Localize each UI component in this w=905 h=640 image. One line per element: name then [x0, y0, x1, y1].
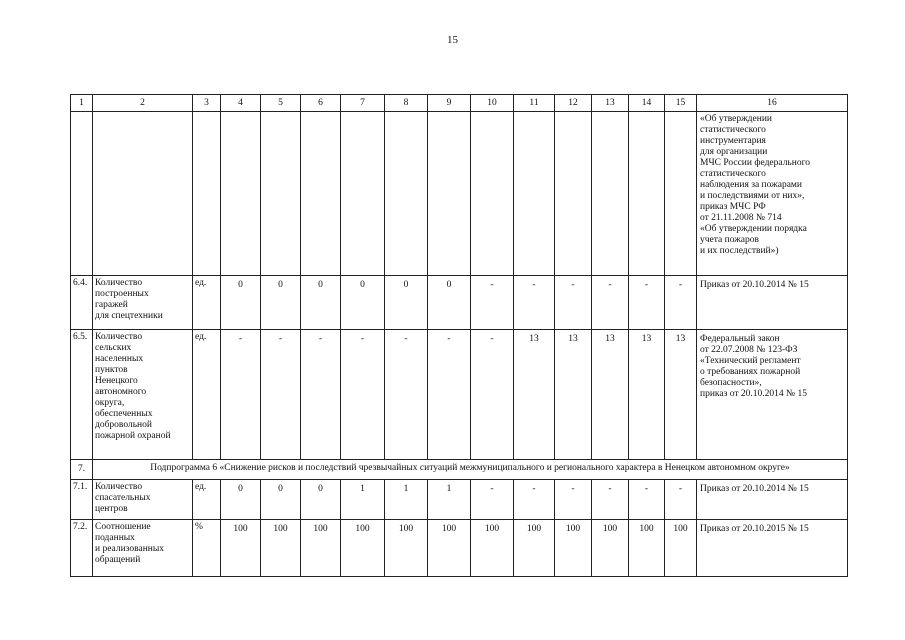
value-cell: 0: [385, 276, 428, 330]
value-cell: 100: [341, 520, 385, 577]
header-cell: 8: [385, 95, 428, 112]
header-cell: 16: [697, 95, 848, 112]
value-cell: 0: [261, 276, 301, 330]
header-cell: 1: [71, 95, 93, 112]
unit-cell: ед.: [193, 276, 221, 330]
row-number: 6.5.: [71, 330, 93, 460]
value-cell: 0: [221, 276, 261, 330]
value-cell: 1: [341, 480, 385, 520]
value-cell: -: [629, 480, 665, 520]
value-cell: 0: [221, 480, 261, 520]
header-cell: 10: [471, 95, 514, 112]
header-cell: 12: [555, 95, 592, 112]
legal-basis-cell: «Об утверждении статистического инструментария для организации МЧС России федерального статистического наблюдения за пожарами и последствиями от них», приказ МЧС РФ от 21.11.2008 № 714 «Об утверждении порядка учета пожаров и их последствий»): [697, 112, 848, 276]
indicator-name: Количество построенных гаражей для спецтехники: [93, 276, 193, 330]
value-cell: 100: [301, 520, 341, 577]
legal-basis-cell: Приказ от 20.10.2015 № 15: [697, 520, 848, 577]
value-cell: 13: [629, 330, 665, 460]
value-cell: 0: [428, 276, 471, 330]
row-number: 7.: [71, 460, 93, 480]
legal-basis-cell: Федеральный закон от 22.07.2008 № 123-ФЗ «Технический регламент о требованиях пожарной безопасности», приказ от 20.10.2014 № 15: [697, 330, 848, 460]
header-cell: 3: [193, 95, 221, 112]
subprogram-title: Подпрограмма 6 «Снижение рисков и последствий чрезвычайных ситуаций межмуниципального и регионального характера в Ненецком автономном округе»: [93, 460, 848, 480]
value-cell: 1: [385, 480, 428, 520]
value-cell: -: [428, 330, 471, 460]
legal-basis-cell: Приказ от 20.10.2014 № 15: [697, 480, 848, 520]
header-cell: 4: [221, 95, 261, 112]
value-cell: -: [555, 276, 592, 330]
value-cell: 13: [592, 330, 629, 460]
value-cell: 13: [665, 330, 697, 460]
value-cell: -: [261, 330, 301, 460]
value-cell: 100: [471, 520, 514, 577]
header-cell: 14: [629, 95, 665, 112]
value-cell: 100: [555, 520, 592, 577]
row-number: 7.1.: [71, 480, 93, 520]
header-cell: 9: [428, 95, 471, 112]
row-number: 6.4.: [71, 276, 93, 330]
indicator-name: Количество сельских населенных пунктов Ненецкого автономного округа, обеспеченных добровольной пожарной охраной: [93, 330, 193, 460]
legal-basis-cell: Приказ от 20.10.2014 № 15: [697, 276, 848, 330]
value-cell: 0: [301, 276, 341, 330]
header-cell: 11: [514, 95, 555, 112]
value-cell: -: [471, 480, 514, 520]
unit-cell: %: [193, 520, 221, 577]
table-row: [71, 520, 848, 577]
value-cell: 100: [629, 520, 665, 577]
value-cell: -: [592, 480, 629, 520]
value-cell: -: [514, 480, 555, 520]
value-cell: -: [514, 276, 555, 330]
value-cell: -: [471, 330, 514, 460]
value-cell: -: [665, 276, 697, 330]
header-row: [71, 95, 848, 112]
table-row: [71, 480, 848, 520]
value-cell: 0: [261, 480, 301, 520]
indicators-table: [70, 94, 848, 577]
value-cell: 100: [428, 520, 471, 577]
subprogram-row: [71, 460, 848, 480]
indicator-name: Соотношение поданных и реализованных обращений: [93, 520, 193, 577]
unit-cell: ед.: [193, 330, 221, 460]
header-cell: 5: [261, 95, 301, 112]
value-cell: -: [385, 330, 428, 460]
value-cell: -: [665, 480, 697, 520]
value-cell: 13: [514, 330, 555, 460]
value-cell: -: [471, 276, 514, 330]
continuation-row: [71, 112, 848, 276]
value-cell: -: [592, 276, 629, 330]
value-cell: 13: [555, 330, 592, 460]
value-cell: 100: [261, 520, 301, 577]
value-cell: -: [221, 330, 261, 460]
page-number: 15: [447, 34, 458, 46]
value-cell: 100: [514, 520, 555, 577]
header-cell: 6: [301, 95, 341, 112]
value-cell: -: [629, 276, 665, 330]
value-cell: 100: [665, 520, 697, 577]
header-cell: 2: [93, 95, 193, 112]
value-cell: 100: [592, 520, 629, 577]
value-cell: -: [341, 330, 385, 460]
unit-cell: ед.: [193, 480, 221, 520]
value-cell: 100: [385, 520, 428, 577]
header-cell: 7: [341, 95, 385, 112]
value-cell: 0: [341, 276, 385, 330]
value-cell: -: [301, 330, 341, 460]
table-row: [71, 330, 848, 460]
value-cell: -: [555, 480, 592, 520]
value-cell: 1: [428, 480, 471, 520]
table-row: [71, 276, 848, 330]
header-cell: 13: [592, 95, 629, 112]
value-cell: 100: [221, 520, 261, 577]
indicator-name: Количество спасательных центров: [93, 480, 193, 520]
row-number: 7.2.: [71, 520, 93, 577]
value-cell: 0: [301, 480, 341, 520]
header-cell: 15: [665, 95, 697, 112]
